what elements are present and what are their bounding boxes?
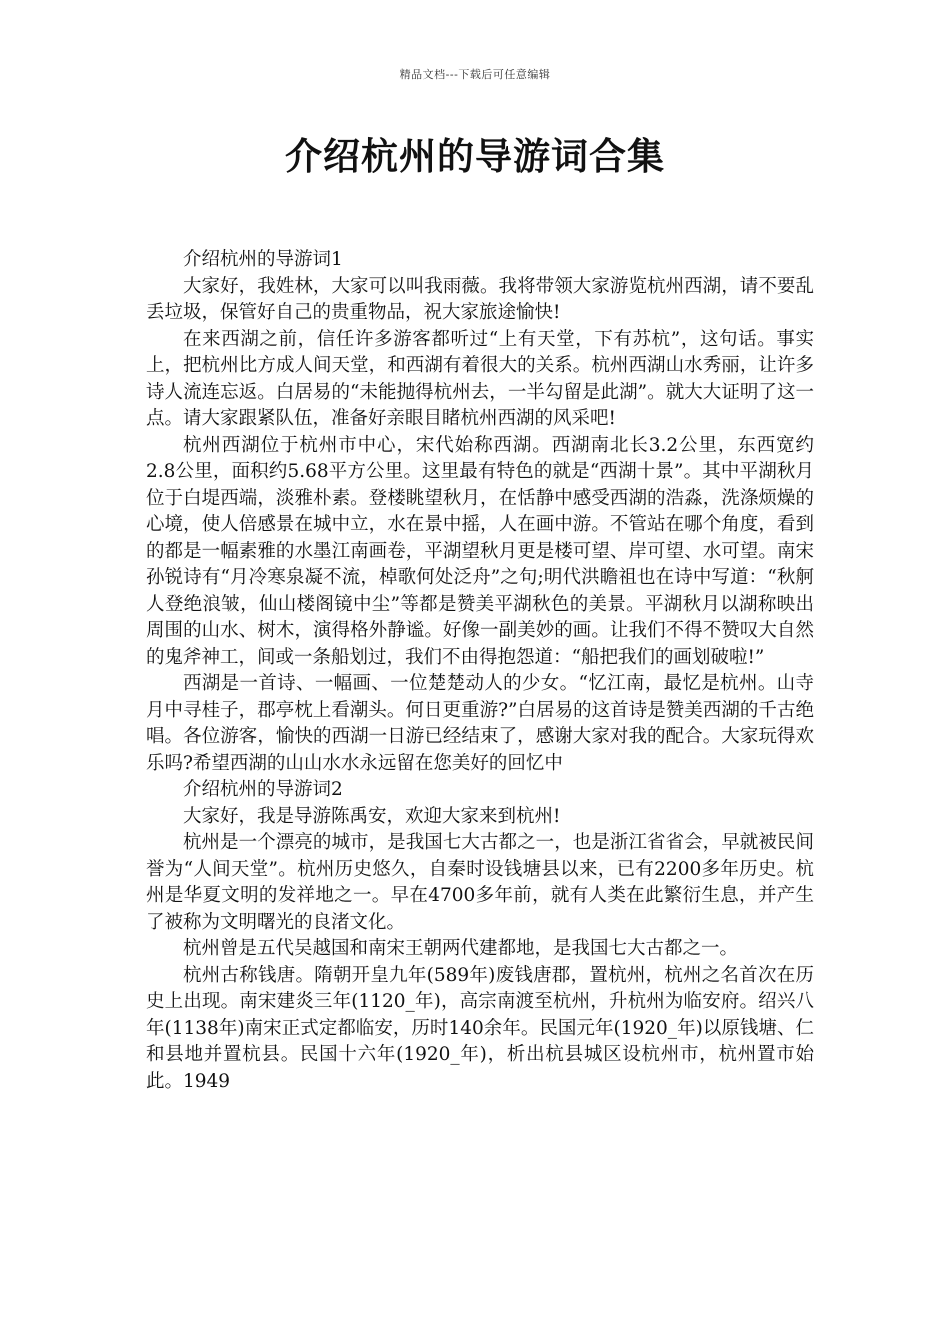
paragraph: 在来西湖之前，信任许多游客都听过“上有天堂，下有苏杭”，这句话。事实上，把杭州比方成人间天堂，和西湖有着很大的关系。杭州西湖山水秀丽，让许多诗人流连忘返。白居易的“未能抛得杭州去，一半勾留是此湖”。就大大证明了这一点。请大家跟紧队伍，准备好亲眼目睹杭州西湖的风采吧!: [146, 328, 814, 429]
section-heading: 介绍杭州的导游词2: [183, 779, 343, 800]
paragraph: 西湖是一首诗、一幅画、一位楚楚动人的少女。“忆江南，最忆是杭州。山寺月中寻桂子，郡亭枕上看潮头。何日更重游?”白居易的这首诗是赞美西湖的千古绝唱。各位游客，愉快的西湖一日游已经结束了，感谢大家对我的配合。大家玩得欢乐吗?希望西湖的山山水水永远留在您美好的回忆中: [146, 673, 814, 774]
paragraph: 大家好，我姓林，大家可以叫我雨薇。我将带领大家游览杭州西湖，请不要乱丢垃圾，保管好自己的贵重物品，祝大家旅途愉快!: [146, 275, 814, 323]
paragraph: 杭州是一个漂亮的城市，是我国七大古都之一，也是浙江省省会，早就被民间誉为“人间天堂”。杭州历史悠久，自秦时设钱塘县以来，已有2200多年历史。杭州是华夏文明的发祥地之一。早在4700多年前，就有人类在此繁衍生息，并产生了被称为文明曙光的良渚文化。: [146, 832, 814, 933]
page-header-note: 精品文档---下载后可任意编辑: [399, 68, 551, 81]
document-body: [146, 247, 814, 1095]
paragraph: 杭州古称钱唐。隋朝开皇九年(589年)废钱唐郡，置杭州，杭州之名首次在历史上出现。南宋建炎三年(1120_年)，高宗南渡至杭州，升杭州为临安府。绍兴八年(1138年)南宋正式定都临安，历时140余年。民国元年(1920_年)以原钱塘、仁和县地并置杭县。民国十六年(1920_年)，析出杭县城区设杭州市，杭州置市始此。1949: [146, 964, 814, 1092]
paragraph: 杭州西湖位于杭州市中心，宋代始称西湖。西湖南北长3.2公里，东西宽约2.8公里，面积约5.68平方公里。这里最有特色的就是“西湖十景”。其中平湖秋月位于白堤西端，淡雅朴素。登楼眺望秋月，在恬静中感受西湖的浩淼，洗涤烦燥的心境，使人倍感景在城中立，水在景中摇，人在画中游。不管站在哪个角度，看到的都是一幅素雅的水墨江南画卷，平湖望秋月更是楼可望、岸可望、水可望。南宋孙锐诗有“月冷寒泉凝不流，棹歌何处泛舟”之句;明代洪瞻祖也在诗中写道：“秋舸人登绝浪皱，仙山楼阁镜中尘”等都是赞美平湖秋色的美景。平湖秋月以湖称映出周围的山水、树木，演得格外静谧。好像一副美妙的画。让我们不得不赞叹大自然的鬼斧神工，间或一条船划过，我们不由得抱怨道：“船把我们的画划破啦!”: [146, 434, 814, 668]
document-title: 介绍杭州的导游词合集: [285, 134, 665, 178]
section-heading: 介绍杭州的导游词1: [183, 249, 343, 270]
paragraph: 杭州曾是五代吴越国和南宋王朝两代建都地，是我国七大古都之一。: [183, 938, 739, 959]
paragraph: 大家好，我是导游陈禹安，欢迎大家来到杭州!: [183, 805, 561, 827]
